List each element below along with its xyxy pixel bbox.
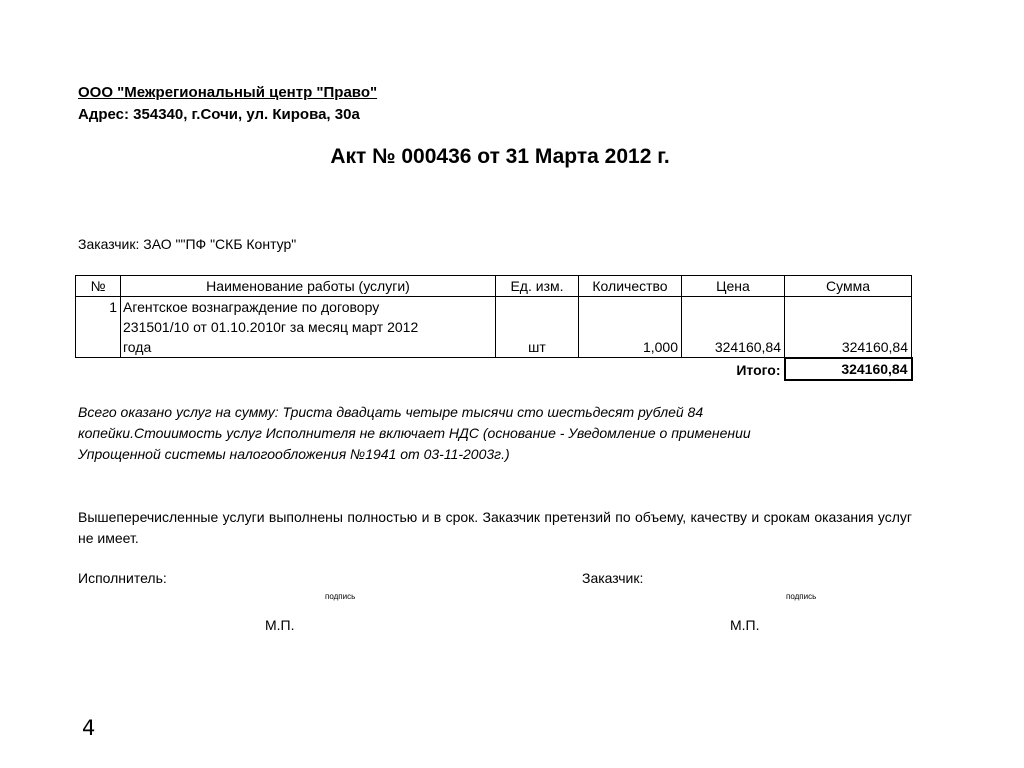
row-number: 1: [76, 297, 121, 358]
summary-line: Всего оказано услуг на сумму: Триста двадцать четыре тысячи сто шестьдесят рублей 84: [78, 404, 704, 420]
column-header-name: Наименование работы (услуги): [121, 276, 496, 297]
row-price: 324160,84: [682, 297, 785, 358]
row-service-name: [121, 297, 496, 358]
column-header-sum: Сумма: [785, 276, 912, 297]
executor-stamp: М.П.: [265, 617, 295, 633]
company-name: ООО "Межрегиональный центр "Право": [78, 84, 378, 101]
customer-stamp: М.П.: [730, 617, 760, 633]
row-unit: шт: [496, 297, 579, 358]
row-sum: 324160,84: [785, 297, 912, 358]
row-quantity: 1,000: [579, 297, 682, 358]
services-table: [75, 275, 913, 381]
service-name-line: 231501/10 от 01.10.2010г за месяц март 2012: [123, 319, 419, 335]
total-label: Итого:: [682, 358, 785, 380]
completion-statement: Вышеперечисленные услуги выполнены полностью и в срок. Заказчик претензий по объему, качеству и срокам оказания услуг не имеет.: [78, 509, 912, 546]
table-row: [76, 297, 912, 358]
column-header-quantity: Количество: [579, 276, 682, 297]
summary-line: копейки.Стоиимость услуг Исполнителя не включает НДС (основание - Уведомление о применении: [78, 425, 751, 441]
customer-line: Заказчик: ЗАО ""ПФ "СКБ Контур": [78, 236, 297, 252]
total-value: 324160,84: [785, 358, 912, 380]
service-name-line: Агентское вознаграждение по договору: [123, 299, 380, 315]
services-summary: [78, 402, 878, 465]
total-row: [76, 358, 912, 380]
company-address: Адрес: 354340, г.Сочи, ул. Кирова, 30а: [78, 106, 360, 123]
column-header-number: №: [76, 276, 121, 297]
page-number: 4: [82, 716, 96, 740]
service-name-line: года: [123, 339, 152, 355]
column-header-price: Цена: [682, 276, 785, 297]
table-header-row: [76, 276, 912, 297]
executor-label: Исполнитель:: [78, 570, 167, 586]
column-header-unit: Ед. изм.: [496, 276, 579, 297]
executor-signature-caption: подпись: [325, 592, 356, 601]
summary-line: Упрощенной системы налогообложения №1941 от 03-11-2003г.): [78, 446, 510, 462]
customer-label: Заказчик:: [582, 570, 644, 586]
customer-signature-caption: подпись: [786, 592, 817, 601]
document-title: Акт № 000436 от 31 Марта 2012 г.: [330, 145, 670, 168]
